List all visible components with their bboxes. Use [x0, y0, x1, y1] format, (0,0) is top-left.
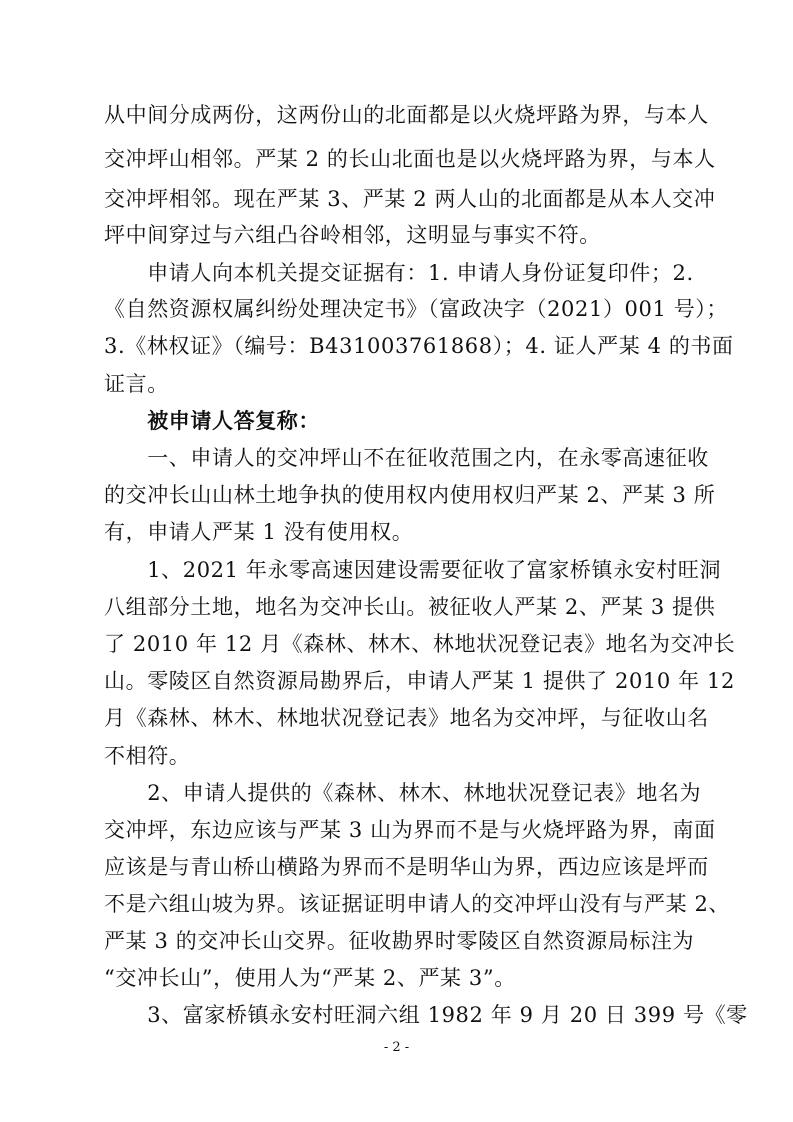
paragraph-line-4: 坪中间穿过与六组凸谷岭相邻，这明显与事实不符。 [104, 223, 601, 247]
page-number: - 2 - [383, 1040, 410, 1055]
evidence-line-3: 3.《林权证》（编号：B431003761868）；4. 证人严某 4 的书面 [104, 334, 734, 358]
item-two-line-2: 交冲坪，东边应该与严某 3 山为界而不是与火烧坪路为界，南面 [104, 818, 716, 842]
evidence-line-1: 申请人向本机关提交证据有：1. 申请人身份证复印件；2. [104, 261, 694, 285]
item-two-line-3: 应该是与青山桥山横路为界而不是明华山为界，西边应该是坪而 [104, 855, 709, 879]
section-one-line-2: 的交冲长山山林土地争执的使用权内使用权归严某 2、严某 3 所 [104, 483, 716, 507]
section-one-line-3: 有，申请人严某 1 没有使用权。 [104, 520, 414, 544]
item-three-line-1: 3、富家桥镇永安村旺洞六组 1982 年 9 月 20 日 399 号《零 [104, 1003, 748, 1027]
item-one-line-5: 月《森林、林木、林地状况登记表》地名为交冲坪，与征收山名 [104, 706, 709, 730]
item-two-line-6: “交冲长山”，使用人为“严某 2、严某 3”。 [104, 966, 516, 990]
evidence-line-2: 《自然资源权属纠纷处理决定书》（富政决字（2021）001 号）； [104, 297, 728, 321]
paragraph-line-1: 从中间分成两份，这两份山的北面都是以火烧坪路为界，与本人 [104, 103, 709, 127]
section-one-line-1: 一、申请人的交冲坪山不在征收范围之内，在永零高速征收 [104, 446, 709, 470]
item-one-line-6: 不相符。 [104, 744, 191, 768]
item-one-line-4: 山。零陵区自然资源局勘界后，申请人严某 1 提供了 2010 年 12 [104, 669, 735, 693]
item-one-line-1: 1、2021 年永零高速因建设需要征收了富家桥镇永安村旺洞 [104, 558, 722, 582]
item-one-line-2: 八组部分土地，地名为交冲长山。被征收人严某 2、严某 3 提供 [104, 595, 716, 619]
item-two-line-4: 不是六组山坡为界。该证据证明申请人的交冲坪山没有与严某 2、 [104, 892, 731, 916]
respondent-reply-heading: 被申请人答复称： [104, 408, 320, 433]
paragraph-line-3: 交冲坪相邻。现在严某 3、严某 2 两人山的北面都是从本人交冲 [104, 187, 716, 211]
evidence-line-4: 证言。 [104, 372, 169, 396]
item-two-line-5: 严某 3 的交冲长山交界。征收勘界时零陵区自然资源局标注为 [104, 929, 695, 953]
item-two-line-1: 2、申请人提供的《森林、林木、林地状况登记表》地名为 [104, 781, 702, 805]
item-one-line-3: 了 2010 年 12 月《森林、林木、林地状况登记表》地名为交冲长 [104, 632, 736, 656]
paragraph-line-2: 交冲坪山相邻。严某 2 的长山北面也是以火烧坪路为界，与本人 [104, 147, 716, 171]
